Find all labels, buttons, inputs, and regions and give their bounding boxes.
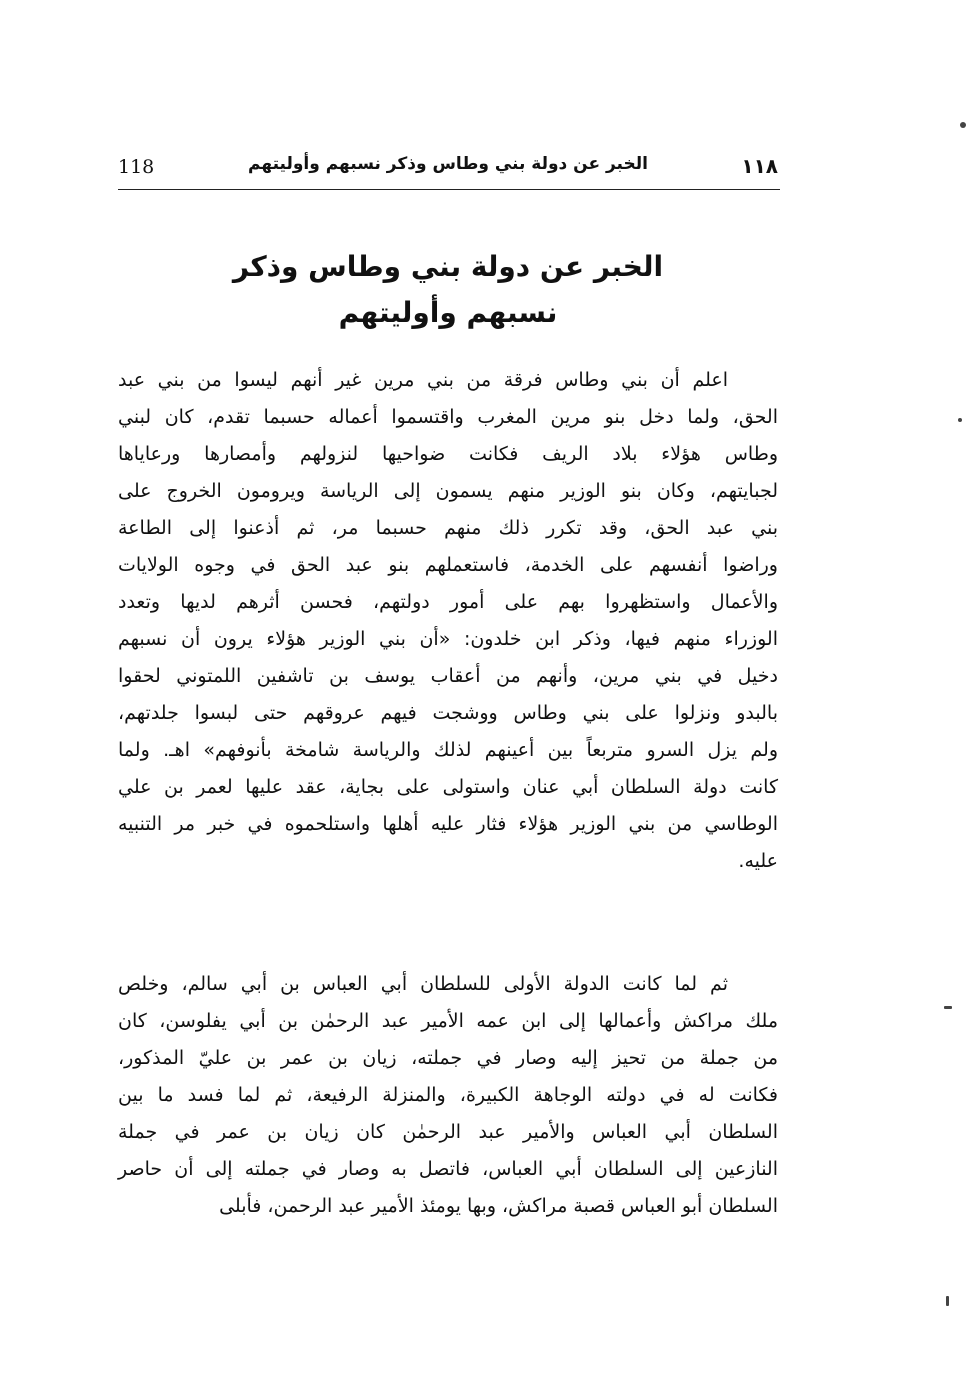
text-line: ولم يزل السرو متربعاً بين أعينهم لذلك والرياسة شامخة بأنوفهم» اهـ. ولما xyxy=(118,739,778,761)
text-line: اعلم أن بني وطاس فرقة من بني مرين غير أنهم ليسوا من بني عبد xyxy=(118,369,728,391)
margin-speck xyxy=(958,418,962,422)
text-line: النازعين إلى السلطان أبي العباس، فاتصل به وصار في جملته إلى أن حاصر xyxy=(118,1158,778,1180)
page-number-latin: 118 xyxy=(118,156,155,178)
text-line: عليه. xyxy=(738,850,778,872)
page-number-arabic: ١١٨ xyxy=(741,154,778,178)
text-line: والأعمال واستظهروا بهم على أمور دولتهم، فحسن أثرهم لديها وتعدد xyxy=(118,591,778,613)
text-line: من جملة من تحيز إليه وصار في جملته، زيان بن عمر بن عليّ المذكور، xyxy=(118,1047,778,1069)
paragraph-2 xyxy=(118,966,778,1225)
running-title: الخبر عن دولة بني وطاس وذكر نسبهم وأوليتهم xyxy=(248,154,648,174)
margin-speck xyxy=(944,1006,952,1009)
text-line: وراضوا أنفسهم على الخدمة، فاستعملهم بنو عبد الحق في وجوه الولايات xyxy=(118,554,778,576)
text-line: بالبدو ونزلوا على بني وطاس ووشجت فيهم عروقهم حتى لبسوا جلدتهم، xyxy=(118,702,778,724)
chapter-title-line-2: نسبهم وأوليتهم xyxy=(338,296,558,329)
text-line: السلطان أبي العباس والأمير عبد الرحمٰن كان زيان بن عمر في جملة xyxy=(118,1121,778,1143)
text-line: دخيل في بني مرين، وأنهم من أعقاب يوسف بن تاشفين اللمتوني لحقوا xyxy=(118,665,778,687)
page-header xyxy=(118,148,778,184)
chapter-title xyxy=(118,244,778,336)
header-rule xyxy=(118,189,780,190)
text-line: السلطان أبو العباس قصبة مراكش، وبها يومئذ الأمير عبد الرحمن، فأبلى xyxy=(219,1195,778,1217)
margin-speck xyxy=(960,122,966,128)
margin-speck xyxy=(946,1296,949,1306)
text-line: الوطاسي من بني الوزير هؤلاء فثار عليه أهلها واستلحموه في خبر مر التنبيه xyxy=(118,813,778,835)
text-line: بني عبد الحق، وقد تكرر ذلك منهم حسبما مر، ثم أذعنوا إلى الطاعة xyxy=(118,517,778,539)
chapter-title-line-1: الخبر عن دولة بني وطاس وذكر xyxy=(232,250,664,283)
paragraph-1 xyxy=(118,362,778,880)
text-line: كانت دولة السلطان أبي عنان واستولى على بجاية، عقد عليها لعمر بن علي xyxy=(118,776,778,798)
text-line: ثم لما كانت الدولة الأولى للسلطان أبي العباس بن أبي سالم، وخلص xyxy=(118,973,728,995)
text-line: الحق، ولما دخل بنو مرين المغرب واقتسموا أعماله حسبما تقدم، كان لبني xyxy=(118,406,778,428)
text-line: ملك مراكش وأعمالها إلى ابن عمه الأمير عبد الرحمٰن بن أبي يفلوسن، كان xyxy=(118,1010,778,1032)
text-line: وطاس هؤلاء بلاد الريف فكانت ضواحيها لنزولهم وأمصارها ورعاياها xyxy=(118,443,778,465)
text-line: لجبايتهم، وكان بنو الوزير منهم يسمون إلى الرياسة ويرومون الخروج على xyxy=(118,480,778,502)
text-line: الوزراء منهم فيها، وذكر ابن خلدون: «أن بني الوزير هؤلاء يرون أن نسبهم xyxy=(118,628,778,650)
text-line: فكانت له في دولته الوجاهة الكبيرة، والمنزلة الرفيعة، ثم لما فسد ما بين xyxy=(118,1084,778,1106)
